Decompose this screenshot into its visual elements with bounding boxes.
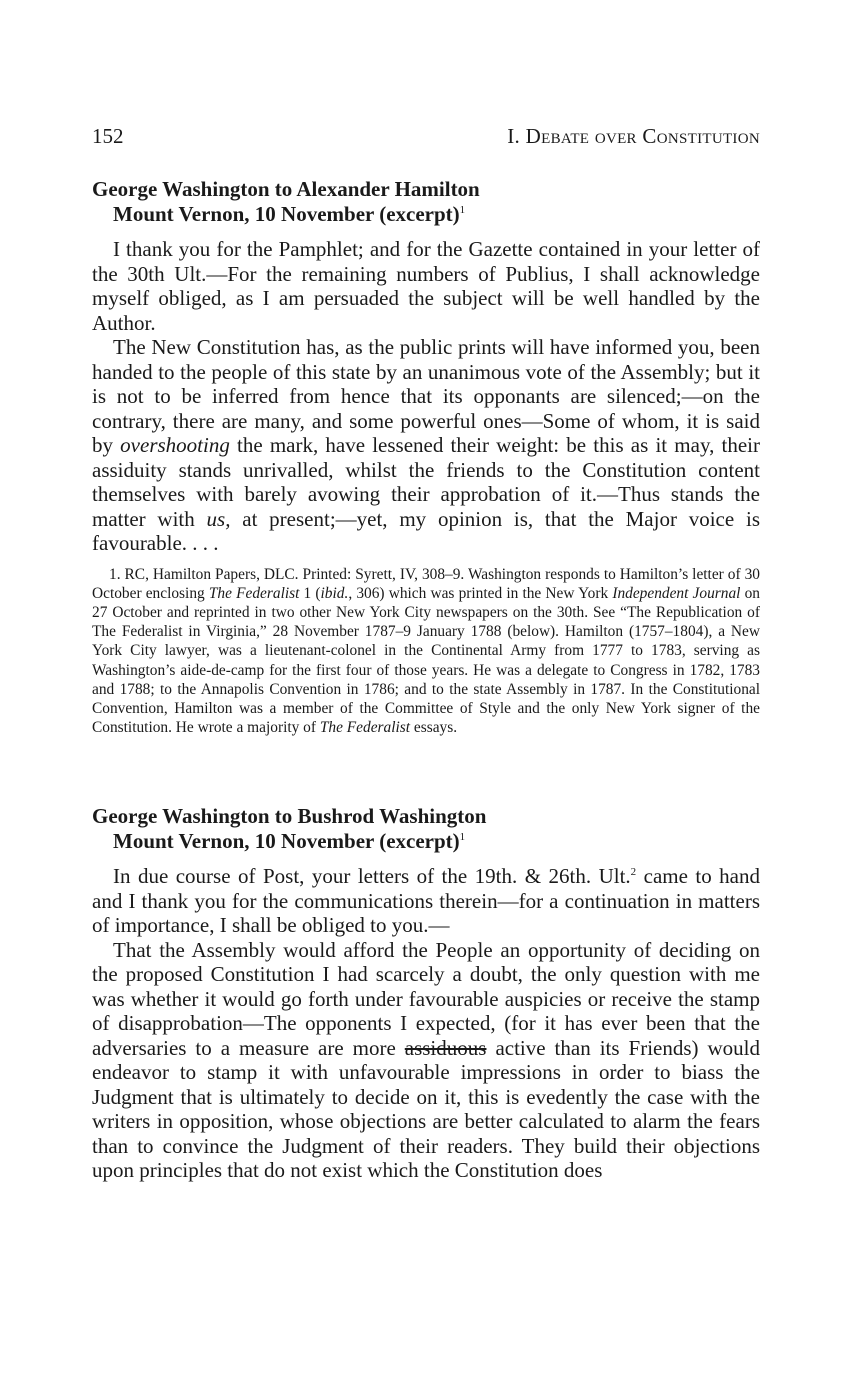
footnote-text: on 27 October and reprinted in two other New York City newspapers on the 30th. See “The Republication of The Federalist in Virginia,” 28 November 1787–9 January 1788 (below). Hamilton (1757–1804), a New York City lawyer, was a lieutenant-colonel in the Continental Army from 1777 to 1783, serving as Washington’s aide-de-camp for the first four of those years. He was a delegate to Congress in 1782, 1783 and 1788; to the Annapolis Convention in 1786; and to the state Assembly in 1787. In the Constitutional Convention, Hamilton was a member of the Committee of Style and the only New York signer of the Constitution. He wrote a majority of — [92, 584, 760, 737]
paragraph-text: at present;—yet, my opinion is, that the Major voice is favourable. . . . — [92, 506, 760, 555]
paragraph-text: In due course of Post, your letters of the 19th. & 26th. Ult. — [113, 864, 631, 888]
heading-line-1: George Washington to Bushrod Washington — [92, 804, 487, 828]
footnote-ref: 2 — [630, 866, 637, 878]
heading-line-2: Mount Vernon, 10 November (excerpt) — [113, 202, 460, 226]
footnote-ref: 1 — [459, 204, 466, 216]
footnote-text: essays. — [410, 719, 458, 737]
italic-text: overshooting — [120, 433, 230, 457]
section-title: I. Debate over Constitution — [507, 124, 760, 148]
footnote-text: 1 ( — [299, 584, 321, 602]
letter-paragraph — [92, 864, 760, 938]
footnote — [92, 565, 760, 738]
letter-hamilton — [92, 177, 760, 737]
italic-text: The Federalist — [208, 584, 300, 602]
paragraph-text: active than its Friends) would endeavor to stamp it with unfavourable impressions in order to biass the Judgment that is ultimately to decide on it, this is evedently the case with the writers in opposition, whose objections are better calculated to alarm the fears than to convince the Judgment of their readers. They build their objections upon principles that do not exist which the Constitution does — [92, 1035, 760, 1182]
paragraph-text: the mark, have lessened their weight: be this as it may, their assiduity stands unrivalled, whilst the friends to the Constitution content themselves with barely avowing their approbation of it.—Thus stands the matter with — [92, 433, 760, 531]
footnote-ref: 1 — [459, 831, 466, 843]
letter-heading — [92, 804, 760, 854]
italic-text: us, — [206, 506, 231, 531]
letter-bushrod — [92, 804, 760, 1183]
letter-heading — [92, 177, 760, 227]
heading-line-2: Mount Vernon, 10 November (excerpt) — [113, 829, 460, 853]
italic-text: Independent Journal — [612, 584, 741, 602]
footnote-text: 1. RC, Hamilton Papers, DLC. Printed: Syrett, IV, 308–9. Washington responds to Hamilton’s letter of 30 October enclosing — [92, 565, 760, 602]
italic-text: ibid. — [320, 584, 349, 602]
paragraph-text: I thank you for the Pamphlet; and for the Gazette contained in your letter of the 30th Ult.—For the remaining numbers of Publius, I shall acknowledge myself obliged, as I am persuaded the subject will be well handled by the Author. — [92, 237, 760, 335]
heading-line-1: George Washington to Alexander Hamilton — [92, 177, 480, 201]
running-head — [92, 124, 760, 154]
footnote-text: , 306) which was printed in the New York — [348, 584, 613, 602]
page-number: 152 — [92, 124, 124, 148]
struck-text: assiduous — [404, 1035, 487, 1060]
paragraph-text: That the Assembly would afford the People an opportunity of deciding on the proposed Constitution I had scarcely a doubt, the only question with me was whether it would go forth under favourable auspicies or receive the stamp of disapprobation—The opponents I expected, (for it has ever been that the adversaries to a measure are more — [92, 937, 760, 1060]
letter-paragraph — [92, 335, 760, 556]
letter-paragraph — [92, 237, 760, 335]
italic-text: The Federalist — [319, 719, 411, 737]
paragraph-text: The New Constitution has, as the public prints will have informed you, been handed to the people of this state by an unanimous vote of the Assembly; but it is not to be inferred from hence that its opponants are silenced;—on the contrary, there are many, and some powerful ones—Some of whom, it is said by — [92, 335, 760, 457]
letter-paragraph — [92, 938, 760, 1183]
paragraph-text: came to hand and I thank you for the communications therein—for a continuation in matters of importance, I shall be obliged to you.— — [92, 864, 760, 937]
